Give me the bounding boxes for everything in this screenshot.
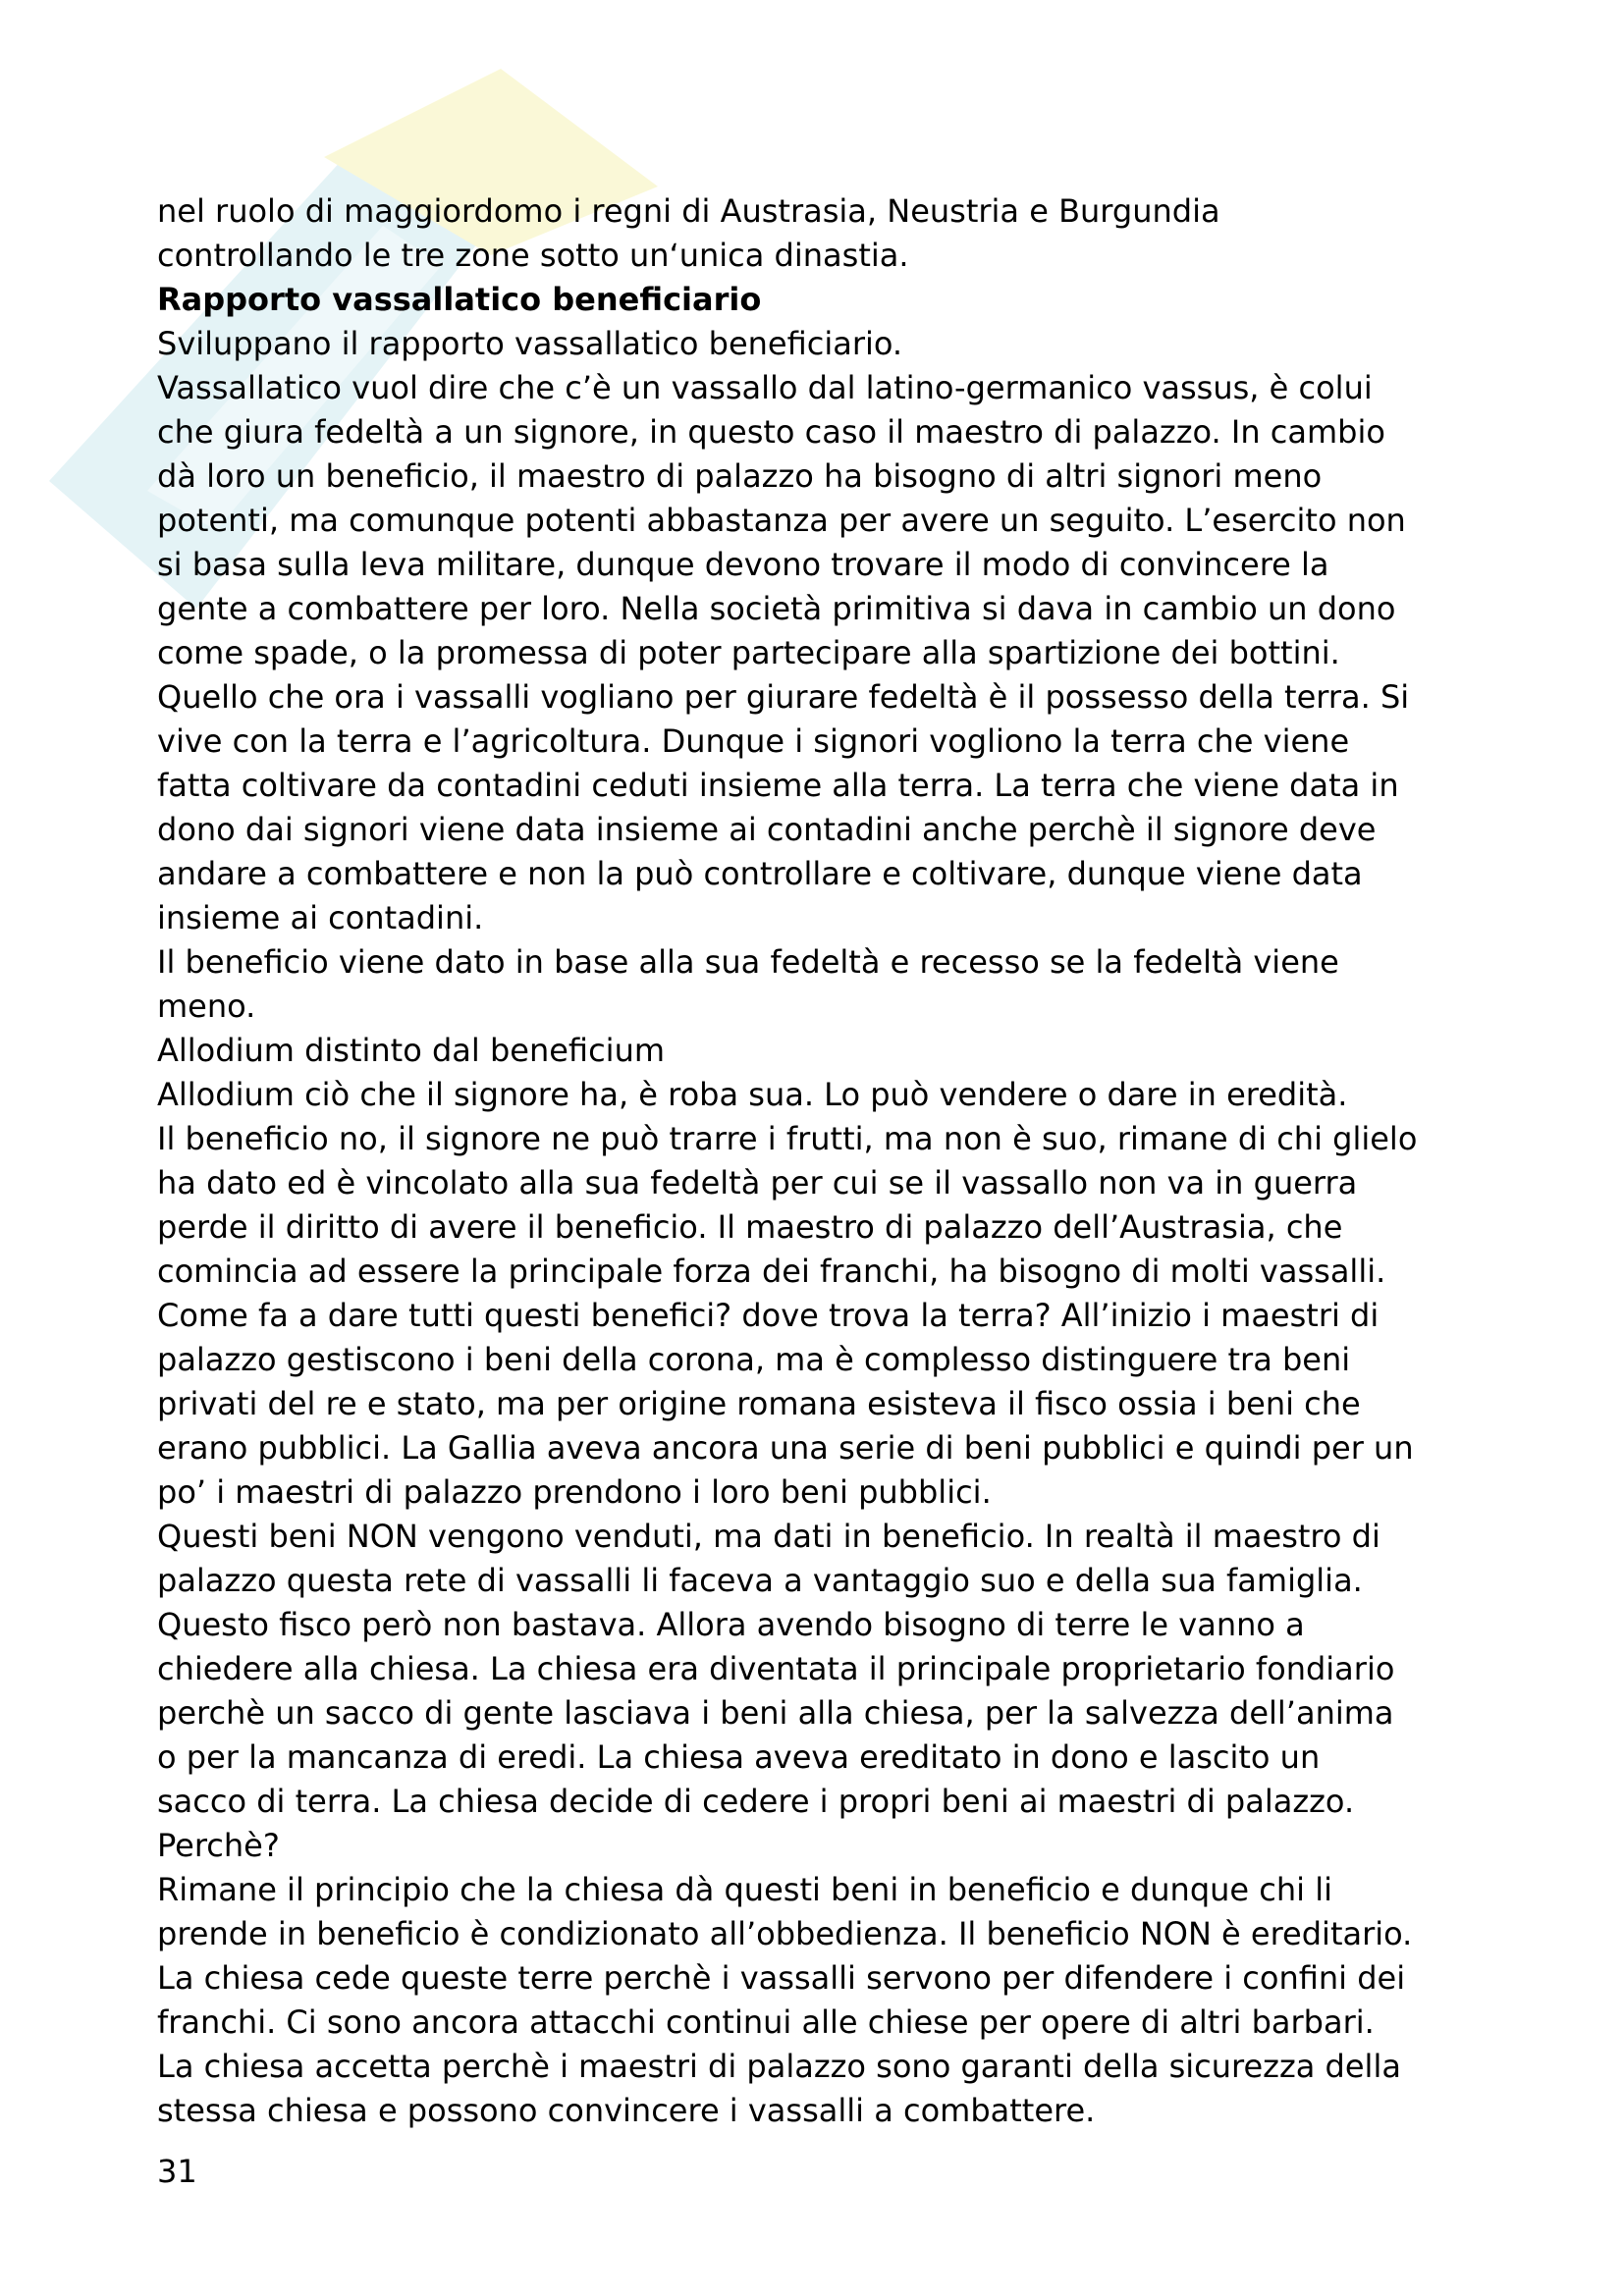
text-line: Perchè?	[157, 1827, 280, 1864]
text-line: dà loro un beneficio, il maestro di palazzo ha bisogno di altri signori meno	[157, 457, 1323, 495]
text-line: insieme ai contadini.	[157, 899, 484, 936]
text-line: andare a combattere e non la può controllare e coltivare, dunque viene data	[157, 855, 1363, 892]
text-line: sacco di terra. La chiesa decide di cedere i propri beni ai maestri di palazzo.	[157, 1783, 1355, 1820]
text-line: perde il diritto di avere il beneficio. Il maestro di palazzo dell’Austrasia, che	[157, 1208, 1343, 1246]
text-line: si basa sulla leva militare, dunque devono trovare il modo di convincere la	[157, 546, 1329, 583]
text-line: nel ruolo di maggiordomo i regni di Austrasia, Neustria e Burgundia	[157, 192, 1220, 230]
text-line: prende in beneficio è condizionato all’obbedienza. Il beneficio NON è ereditario.	[157, 1915, 1413, 1952]
text-line: chiedere alla chiesa. La chiesa era diventata il principale proprietario fondiario	[157, 1650, 1395, 1687]
text-line: La chiesa accetta perchè i maestri di palazzo sono garanti della sicurezza della	[157, 2048, 1401, 2085]
text-line: comincia ad essere la principale forza dei franchi, ha bisogno di molti vassalli.	[157, 1253, 1386, 1290]
text-line: che giura fedeltà a un signore, in questo caso il maestro di palazzo. In cambio	[157, 413, 1385, 451]
text-line: Vassallatico vuol dire che c’è un vassallo dal latino-germanico vassus, è colui	[157, 369, 1373, 406]
text-line: palazzo gestiscono i beni della corona, ma è complesso distinguere tra beni	[157, 1341, 1351, 1378]
text-line: meno.	[157, 988, 256, 1025]
text-line: Allodium ciò che il signore ha, è roba sua. Lo può vendere o dare in eredità.	[157, 1076, 1348, 1113]
text-line: palazzo questa rete di vassalli li faceva a vantaggio suo e della sua famiglia.	[157, 1562, 1363, 1599]
text-line: stessa chiesa e possono convincere i vassalli a combattere.	[157, 2092, 1096, 2129]
text-line: franchi. Ci sono ancora attacchi continui alle chiese per opere di altri barbari.	[157, 2003, 1375, 2041]
text-line: Rimane il principio che la chiesa dà questi beni in beneficio e dunque chi li	[157, 1871, 1332, 1908]
text-line: Sviluppano il rapporto vassallatico beneficiario.	[157, 325, 903, 362]
text-line: come spade, o la promessa di poter partecipare alla spartizione dei bottini.	[157, 634, 1340, 671]
section-heading: Rapporto vassallatico beneficiario	[157, 281, 762, 318]
text-line: perchè un sacco di gente lasciava i beni alla chiesa, per la salvezza dell’anima	[157, 1694, 1394, 1732]
text-line: controllando le tre zone sotto un‘unica dinastia.	[157, 237, 909, 274]
text-line: po’ i maestri di palazzo prendono i loro beni pubblici.	[157, 1473, 992, 1511]
text-line: Questo fisco però non bastava. Allora avendo bisogno di terre le vanno a	[157, 1606, 1305, 1643]
text-line: La chiesa cede queste terre perchè i vassalli servono per difendere i confini dei	[157, 1959, 1406, 1997]
text-line: fatta coltivare da contadini ceduti insieme alla terra. La terra che viene data in	[157, 767, 1399, 804]
text-line: dono dai signori viene data insieme ai contadini anche perchè il signore deve	[157, 811, 1377, 848]
text-line: o per la mancanza di eredi. La chiesa aveva ereditato in dono e lascito un	[157, 1738, 1321, 1776]
text-line: Il beneficio no, il signore ne può trarre i frutti, ma non è suo, rimane di chi glielo	[157, 1120, 1418, 1157]
text-line: Allodium distinto dal beneficium	[157, 1032, 666, 1069]
text-line: Come fa a dare tutti questi benefici? dove trova la terra? All’inizio i maestri di	[157, 1297, 1380, 1334]
text-line: ha dato ed è vincolato alla sua fedeltà per cui se il vassallo non va in guerra	[157, 1164, 1358, 1201]
text-line: Questi beni NON vengono venduti, ma dati in beneficio. In realtà il maestro di	[157, 1518, 1380, 1555]
document-body	[157, 189, 1492, 2133]
text-line: erano pubblici. La Gallia aveva ancora una serie di beni pubblici e quindi per un	[157, 1429, 1414, 1467]
page-number: 31	[157, 2153, 197, 2190]
text-line: vive con la terra e l’agricoltura. Dunque i signori vogliono la terra che viene	[157, 722, 1350, 760]
text-line: potenti, ma comunque potenti abbastanza per avere un seguito. L’esercito non	[157, 502, 1406, 539]
text-line: privati del re e stato, ma per origine romana esisteva il fisco ossia i beni che	[157, 1385, 1361, 1422]
text-line: Il beneficio viene dato in base alla sua fedeltà e recesso se la fedeltà viene	[157, 943, 1339, 981]
text-line: Quello che ora i vassalli vogliano per giurare fedeltà è il possesso della terra. Si	[157, 678, 1410, 716]
text-line: gente a combattere per loro. Nella società primitiva si dava in cambio un dono	[157, 590, 1396, 627]
